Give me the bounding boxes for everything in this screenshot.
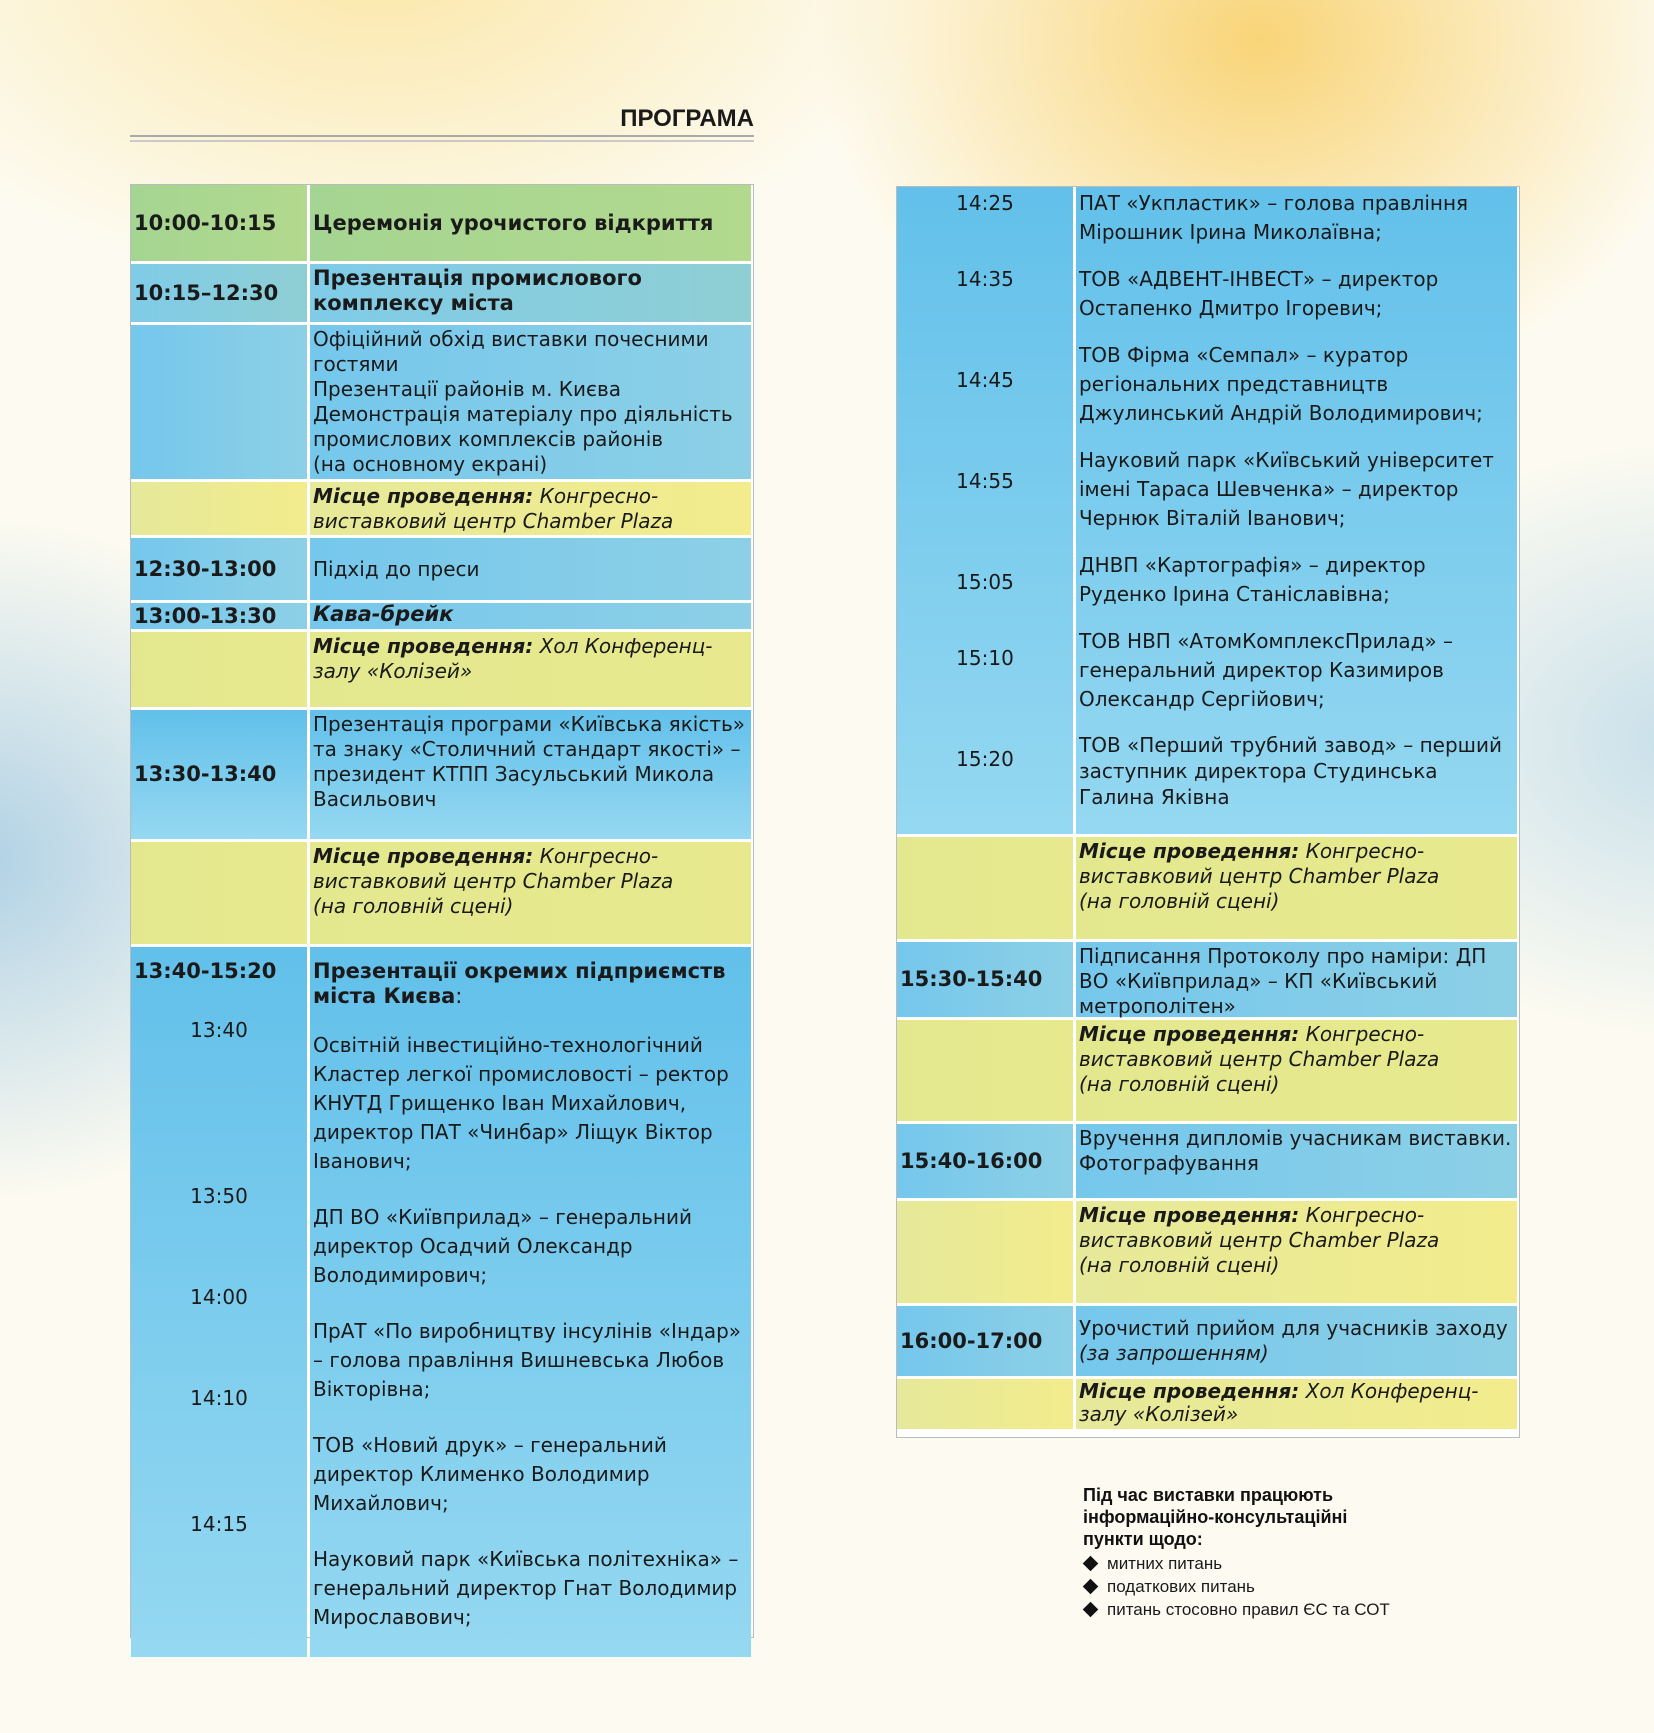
venue-cell bbox=[1076, 1020, 1517, 1121]
item-time: 14:15 bbox=[190, 1512, 248, 1536]
venue-text: Конгресно-виставковий центр Chamber Plaza bbox=[1079, 1022, 1440, 1071]
venue-cell bbox=[310, 842, 751, 944]
list-item: Науковий парк «Київська політехніка» – генеральний директор Гнат Володимир Мирославович; bbox=[313, 1547, 739, 1629]
list-item: ДНВП «Картографія» – директор Руденко Ірина Станіславівна; bbox=[1079, 553, 1426, 606]
info-item-text: митних питань bbox=[1107, 1554, 1223, 1573]
program-table-left bbox=[130, 184, 754, 1638]
venue-text: Хол Конференц-залу «Колізей» bbox=[1079, 1379, 1479, 1426]
enterprises-list bbox=[310, 947, 751, 1657]
diplomas-text: Вручення дипломів учасникам виставки. bbox=[1079, 1126, 1512, 1150]
venue-note: (на головній сцені) bbox=[1079, 889, 1280, 913]
venue-text: Конгресно-виставковий центр Chamber Plaza bbox=[313, 484, 674, 533]
empty-cell bbox=[897, 1201, 1073, 1303]
venue-text: Хол Конференц-залу «Колізей» bbox=[313, 634, 713, 683]
schedule-time: 12:30-13:00 bbox=[131, 538, 307, 600]
empty-cell bbox=[897, 1020, 1073, 1121]
schedule-text: Підхід до преси bbox=[310, 538, 751, 600]
empty-cell bbox=[897, 837, 1073, 939]
page-title: ПРОГРАМА bbox=[620, 105, 754, 132]
venue-cell bbox=[1076, 1379, 1517, 1429]
title-colon: : bbox=[455, 984, 463, 1008]
item-time: 14:25 bbox=[956, 191, 1014, 215]
venue-cell bbox=[1076, 1201, 1517, 1303]
items-list bbox=[1076, 187, 1517, 834]
item-time: 15:20 bbox=[956, 747, 1014, 771]
diamond-bullet-icon bbox=[1083, 1602, 1099, 1618]
venue-label: Місце проведення: bbox=[1079, 1379, 1300, 1403]
venue-label: Місце проведення: bbox=[1079, 1022, 1300, 1046]
schedule-time: 13:40-15:20 bbox=[134, 959, 277, 983]
venue-cell bbox=[310, 632, 751, 707]
detail-line: Офіційний обхід виставки почесними гостями bbox=[313, 327, 709, 376]
list-item: ТОВ НВП «АтомКомплексПрилад» – генеральний директор Казимиров Олександр Сергійович; bbox=[1079, 629, 1454, 711]
list-item: ПАТ «Укпластик» – голова правління Мірошник Ірина Миколаївна; bbox=[1079, 191, 1469, 244]
reception-note: (за запрошенням) bbox=[1079, 1341, 1269, 1365]
empty-cell bbox=[131, 482, 307, 535]
photo-text: Фотографування bbox=[1079, 1151, 1259, 1175]
venue-text: Конгресно-виставковий центр Chamber Plaza bbox=[313, 844, 674, 893]
schedule-title: Церемонія урочистого відкриття bbox=[310, 185, 751, 261]
item-time: 15:05 bbox=[956, 570, 1014, 594]
list-item: ПрАТ «По виробництву інсулінів «Індар» – голова правління Вишневська Любов Вікторівна; bbox=[313, 1319, 742, 1401]
schedule-title bbox=[313, 959, 748, 1009]
schedule-title: Кава-брейк bbox=[310, 603, 751, 629]
list-item: ТОВ «Новий друк» – генеральний директор Клименко Володимир Михайлович; bbox=[313, 1433, 667, 1515]
list-item: ДП ВО «Київприлад» – генеральний директор Осадчий Олександр Володимирович; bbox=[313, 1205, 692, 1287]
list-item bbox=[1083, 1598, 1503, 1621]
venue-note: (на головній сцені) bbox=[313, 894, 514, 918]
venue-label: Місце проведення: bbox=[313, 484, 534, 508]
schedule-text bbox=[1076, 1124, 1517, 1198]
empty-cell bbox=[131, 842, 307, 944]
list-item: Освітній інвестиційно-технологічний Кластер легкої промисловості – ректор КНУТД Грищенко Іван Михайлович, директор ПАТ «Чинбар» Ліщук Віктор Іванович; bbox=[313, 1033, 729, 1173]
list-item bbox=[1083, 1552, 1503, 1575]
enterprises-title: Презентації окремих підприємств міста Києва bbox=[313, 959, 726, 1008]
list-item: ТОВ «Перший трубний завод» – перший заступник директора Студинська Галина Яківна bbox=[1079, 733, 1502, 809]
empty-cell bbox=[131, 325, 307, 479]
schedule-time: 16:00-17:00 bbox=[897, 1306, 1073, 1376]
schedule-text: Підписання Протоколу про наміри: ДП ВО «Київприлад» – КП «Київський метрополітен» bbox=[1076, 942, 1517, 1017]
item-time: 14:45 bbox=[956, 368, 1014, 392]
title-underline bbox=[130, 135, 754, 142]
venue-label: Місце проведення: bbox=[1079, 839, 1300, 863]
schedule-title: Презентація промислового комплексу міста bbox=[310, 264, 751, 322]
venue-label: Місце проведення: bbox=[1079, 1203, 1300, 1227]
item-time: 13:40 bbox=[190, 1018, 248, 1042]
schedule-time: 13:30-13:40 bbox=[131, 710, 307, 839]
item-time: 13:50 bbox=[190, 1184, 248, 1208]
item-time: 14:10 bbox=[190, 1386, 248, 1410]
venue-text: Конгресно-виставковий центр Chamber Plaza bbox=[1079, 1203, 1440, 1252]
empty-cell bbox=[131, 632, 307, 707]
venue-cell bbox=[1076, 837, 1517, 939]
venue-label: Місце проведення: bbox=[313, 844, 534, 868]
list-item bbox=[1083, 1575, 1503, 1598]
info-note-heading: Під час виставки працюють інформаційно-консультаційні пункти щодо: bbox=[1083, 1485, 1348, 1549]
schedule-details bbox=[310, 325, 751, 479]
schedule-text: Презентація програми «Київська якість» та знаку «Столичний стандарт якості» – президент КТПП Засульський Микола Васильович bbox=[310, 710, 751, 839]
schedule-text bbox=[1076, 1306, 1517, 1376]
venue-note: (на головній сцені) bbox=[1079, 1253, 1280, 1277]
list-item: ТОВ «АДВЕНТ-ІНВЕСТ» – директор Остапенко Дмитро Ігоревич; bbox=[1079, 267, 1439, 320]
schedule-time: 13:00-13:30 bbox=[131, 603, 307, 629]
item-time: 14:35 bbox=[956, 267, 1014, 291]
item-time: 15:10 bbox=[956, 646, 1014, 670]
schedule-time: 10:00-10:15 bbox=[131, 185, 307, 261]
detail-line: Презентації районів м. Києва bbox=[313, 377, 622, 401]
detail-line: Демонстрація матеріалу про діяльність промислових комплексів районів bbox=[313, 402, 733, 451]
info-item-text: податкових питань bbox=[1107, 1577, 1255, 1596]
list-item: Науковий парк «Київський університет імені Тараса Шевченка» – директор Чернюк Віталій Іванович; bbox=[1079, 448, 1494, 530]
schedule-time: 15:30-15:40 bbox=[897, 942, 1073, 1017]
diamond-bullet-icon bbox=[1083, 1579, 1099, 1595]
schedule-time: 15:40-16:00 bbox=[897, 1124, 1073, 1198]
diamond-bullet-icon bbox=[1083, 1556, 1099, 1572]
info-item-text: питань стосовно правил ЄС та СОТ bbox=[1107, 1600, 1390, 1619]
reception-text: Урочистий прийом для учасників заходу bbox=[1079, 1316, 1508, 1340]
venue-note: (на головній сцені) bbox=[1079, 1072, 1280, 1096]
venue-text: Конгресно-виставковий центр Chamber Plaza bbox=[1079, 839, 1440, 888]
item-time: 14:00 bbox=[190, 1285, 248, 1309]
enterprises-times bbox=[131, 947, 307, 1657]
program-table-right bbox=[896, 186, 1520, 1438]
items-times bbox=[897, 187, 1073, 834]
venue-cell bbox=[310, 482, 751, 535]
item-time: 14:55 bbox=[956, 469, 1014, 493]
detail-line: (на основному екрані) bbox=[313, 452, 548, 476]
schedule-time: 10:15–12:30 bbox=[131, 264, 307, 322]
empty-cell bbox=[897, 1379, 1073, 1429]
info-note bbox=[1083, 1484, 1503, 1621]
list-item: ТОВ Фірма «Семпал» – куратор регіональних представництв Джулинський Андрій Володимирович; bbox=[1079, 343, 1483, 425]
venue-label: Місце проведення: bbox=[313, 634, 534, 658]
